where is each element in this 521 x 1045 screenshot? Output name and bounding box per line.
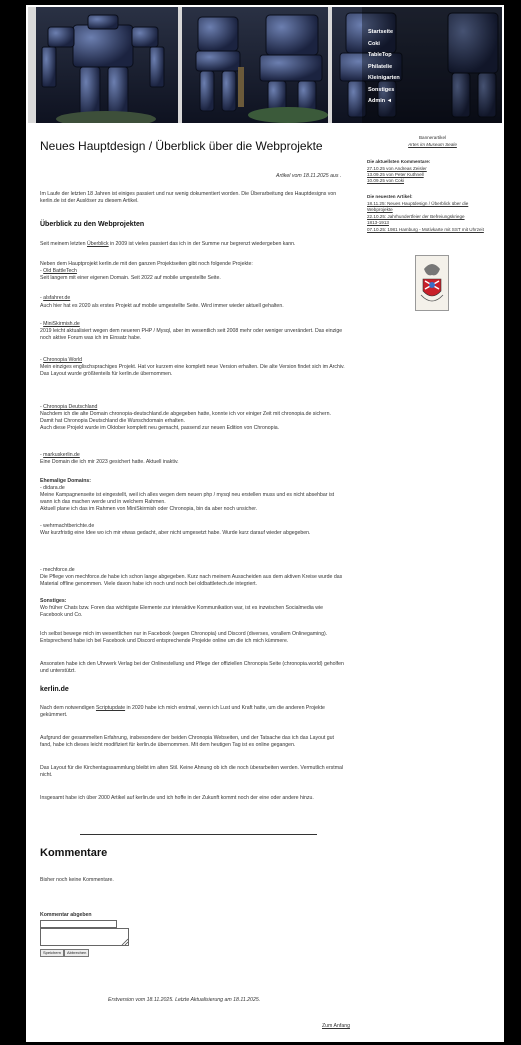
- project-miniskirmish: - MiniSkirmish.de: [40, 321, 80, 327]
- misc-text-2: Ich selbst bewege mich im wesentlichen nur in Facebook (wegen Chronopia) und Discord (diverses, vorallem Onlinegaming). Entsprechend habe ich bei Facebook und Discord entsprechende Projekte online um die ich mich kümmere.: [40, 631, 328, 645]
- comment-name-input[interactable]: [40, 920, 117, 928]
- resize-handle-icon[interactable]: [121, 938, 128, 945]
- link-scriptupdate[interactable]: Scriptupdate: [95, 705, 126, 711]
- project-alsfahrer: - alsfahrer.de: [40, 295, 71, 301]
- project-chronopia-world: - Chronopia World: [40, 357, 83, 363]
- page-frame: [26, 5, 504, 1042]
- recent-comments-title: Die aktuellsten Kommentare:: [367, 159, 431, 164]
- stamp-image[interactable]: [415, 255, 449, 311]
- link-alsfahrer[interactable]: alsfahrer.de: [43, 295, 71, 301]
- link-miniskirmish[interactable]: MiniSkirmish.de: [43, 321, 80, 327]
- project-miniskirmish-text: 2019 leicht aktualisiert wegen dem neueren PHP / Mysql, aber im wesentlich seit 2008 mehr oder weniger unverändert. Das einzige noch aktive Forum was ich im Einsatz habe.: [40, 328, 343, 342]
- recent-comment-1[interactable]: 27.10.25 von Andreas Zeisler: [367, 166, 427, 171]
- comment-form-label: Kommentar abgeben: [40, 912, 92, 918]
- banner-article-title: Bannerartikel: [418, 135, 447, 140]
- article-date: Artikel vom 18.11.2025 aus .: [276, 173, 342, 179]
- header-banner: [28, 7, 502, 123]
- project-chronopia-world-text: Mein einziges englischsprachiges Projekt. Hat vor kurzem eine komplett neue Version erhalten. Die alte Version findet sich im Archiv. Das Layout wurde größtenteils für kerlin.de übernommen.: [40, 364, 345, 378]
- project-chronopia-de: - Chronopia Deutschland: [40, 404, 98, 410]
- main-navigation: [368, 27, 502, 108]
- misc-text-3: Ansonsten habe ich den Uhrwerk Verlag bei der Onlinestellung und Pflege der offiziellen Chronopia Seite (chronopia.world) geholfen und unterstützt.: [40, 661, 344, 675]
- kerlin-paragraph-1: [40, 705, 345, 719]
- link-chronopia-deutschland[interactable]: Chronopia Deutschland: [43, 404, 98, 410]
- projects-intro: Neben dem Hauptprojekt kerlin.de mit den ganzen Projektseiten gibt noch folgende Projekte:: [40, 261, 253, 267]
- article-title: Neues Hauptdesign / Überblick über die Webprojekte: [40, 139, 323, 153]
- project-markuskerlin: - markuskerlin.de: [40, 452, 80, 458]
- former-domains-heading: Ehemalige Domains:: [40, 478, 92, 484]
- project-oldbattletech-text: Seit langem mit einer eigenen Domain. Seit 2022 auf mobile umgestellte Seite.: [40, 275, 221, 281]
- kerlin-paragraph-3: Das Layout für die Kirchentagssammlung bleibt im alten Stil. Keine Ahnung ob ich die noch überarbeiten werden. Vermutlich erstmal nicht.: [40, 765, 344, 779]
- nav-item-startseite[interactable]: Startseite: [368, 29, 394, 35]
- newest-article-3[interactable]: 07.10.25: 1981 Hamburg - Motivkarte mit SST mit Uhrzeit: [367, 227, 484, 232]
- link-markuskerlin[interactable]: markuskerlin.de: [43, 452, 80, 458]
- article-intro: Im Laufe der letzten 18 Jahren ist einiges passiert und nur wenig dokumentiert worden. Die Überarbeitung des Hauptdesigns von kerlin.de ist der Auslöser zu diesem Artikel.: [40, 191, 337, 205]
- overview-link[interactable]: Überblick: [87, 241, 109, 247]
- former-wehrmacht-text: War kurzfristig eine Idee wo ich mir etwas gedacht, aber nicht umgesetzt habe. Wurde kurz darauf wieder abgegeben.: [40, 530, 311, 536]
- caret-left-icon: ◄: [386, 98, 393, 104]
- back-to-top-link[interactable]: Zum Anfang: [322, 1023, 350, 1029]
- kerlin-text-a: Nach dem notwendigen: [40, 705, 96, 711]
- overview-paragraph: [40, 241, 345, 248]
- main-content: [26, 123, 361, 1042]
- no-comments-text: Bisher noch keine Kommentare.: [40, 877, 114, 883]
- version-line: Erstversion vom 18.11.2025. Letzte Aktualisierung am 18.11.2025.: [108, 997, 261, 1003]
- recent-comment-3[interactable]: 10.09.25 von Coki: [367, 178, 405, 183]
- nav-item-philatelie[interactable]: Philatelie: [368, 63, 393, 70]
- kerlin-paragraph-4: Insgesamt habe ich über 2000 Artikel auf kerlin.de und ich hoffe in der Zukunft kommt noch der eine oder andere hinzu.: [40, 795, 314, 801]
- comments-heading: Kommentare: [40, 847, 108, 859]
- banner-article-link[interactable]: Artes im Museum Seale: [408, 142, 457, 147]
- project-oldbattletech: - Old BattleTech: [40, 268, 77, 274]
- former-didara-text: Meine Kampagnenseite ist eingestellt, weil ich alles wegen dem neuen php / mysql neu erstellen muss und es nicht absehbar ist wann ich das machen werde und in welchem Rahmen. Aktuell plane ich das im Rahmen von MiniSkirmish oder Chronopia, bin da aber noch unsicher.: [40, 492, 335, 513]
- overview-text-b: in 2009 ist vieles passiert das ich in der Summe nur begrenzt wiedergeben kann.: [108, 241, 296, 247]
- heading-kerlin: kerlin.de: [40, 686, 69, 693]
- former-wehrmacht: - wehrmachtberichte.de: [40, 523, 95, 529]
- nav-item-coki[interactable]: Coki: [368, 40, 380, 47]
- nav-item-kleingarten[interactable]: Kleinigarten: [368, 75, 400, 81]
- nav-item-admin[interactable]: [368, 96, 502, 108]
- former-mechforce-text: Die Pflege von mechforce.de habe ich schon lange abgegeben. Kurz nach meinem Ausscheiden aus dem aktiven Kreise wurde das Material offline genommen. Viele davon habe ich noch und noch bei oldbattletech.de integriert.: [40, 574, 343, 588]
- newest-article-2[interactable]: 22.10.25: Jahrhundertfeier der Befreiungskriege: [367, 214, 465, 219]
- link-chronopia-world[interactable]: Chronopia World: [43, 357, 83, 363]
- newest-article-1[interactable]: 18.11.25: Neues Hauptdesign / Überblick über die: [367, 201, 469, 206]
- former-didara: - didara.de: [40, 485, 65, 491]
- heading-overview: Überblick zu den Webprojekten: [40, 221, 145, 228]
- kerlin-text-b: in 2020 habe ich mich erstmal, wenn ich Lust und Kraft hatte, um die anderen Projekte gekümmert.: [40, 705, 325, 719]
- newest-article-1-cont[interactable]: Webprojekte: [367, 207, 393, 212]
- overview-text-a: Seit meinem letzten: [40, 241, 87, 247]
- kerlin-paragraph-2: Aufgrund der gesammelten Erfahrung, insbesondere der beiden Chronopia Webseiten, und der Tatsache das ich das Layout gut fand, habe ich dieses leicht modifiziert für kerlin.de übernommen. Mit dem heutigen Tag ist es online gegangen.: [40, 735, 334, 749]
- misc-text-1: Wo früher Chats bzw. Foren das wichtigste Elemente zur interaktive Kommunikation war, ist es inzwischen Socialmedia wie Facebook und Co.: [40, 605, 324, 619]
- comment-textarea[interactable]: [40, 928, 129, 946]
- sidebar: [361, 123, 504, 1042]
- divider: [80, 834, 317, 835]
- admin-label: Admin: [368, 98, 386, 104]
- project-chronopia-de-text: Nachdem ich die alte Domain chronopia-deutschland.de abgegeben hatte, konnte ich vor einiger Zeit mit chronopia.de sichern. Damit hat Chronopia Deutschland die Wunschdomain erhalten. Auch diese Projekt wurde im Oktober komplett neu gemacht, passend zur neuen Edition von Chronopia.: [40, 411, 331, 432]
- nav-item-sonstiges[interactable]: Sonstiges: [368, 86, 395, 93]
- newest-articles-title: Die neuesten Artikel:: [367, 194, 413, 199]
- project-markuskerlin-text: Eine Domain die ich mir 2023 gesichert hatte. Aktuell inaktiv.: [40, 459, 179, 465]
- misc-heading: Sonstiges:: [40, 598, 67, 604]
- project-alsfahrer-text: Auch hier hat es 2020 als erstes Projekt auf mobile umgestellte Seite. Wird immer wieder aktuell gehalten.: [40, 303, 284, 309]
- newest-article-2-cont[interactable]: 1813-1913: [367, 220, 389, 225]
- nav-item-tabletop[interactable]: TableTop: [368, 52, 392, 58]
- link-old-battletech[interactable]: Old BattleTech: [43, 268, 77, 274]
- recent-comment-2[interactable]: 13.09.25 von Peter Kuthnell: [367, 172, 424, 177]
- cancel-button[interactable]: Abbrechen: [64, 949, 89, 957]
- former-mechforce: - mechforce.de: [40, 567, 75, 573]
- save-button[interactable]: Speichern: [40, 949, 64, 957]
